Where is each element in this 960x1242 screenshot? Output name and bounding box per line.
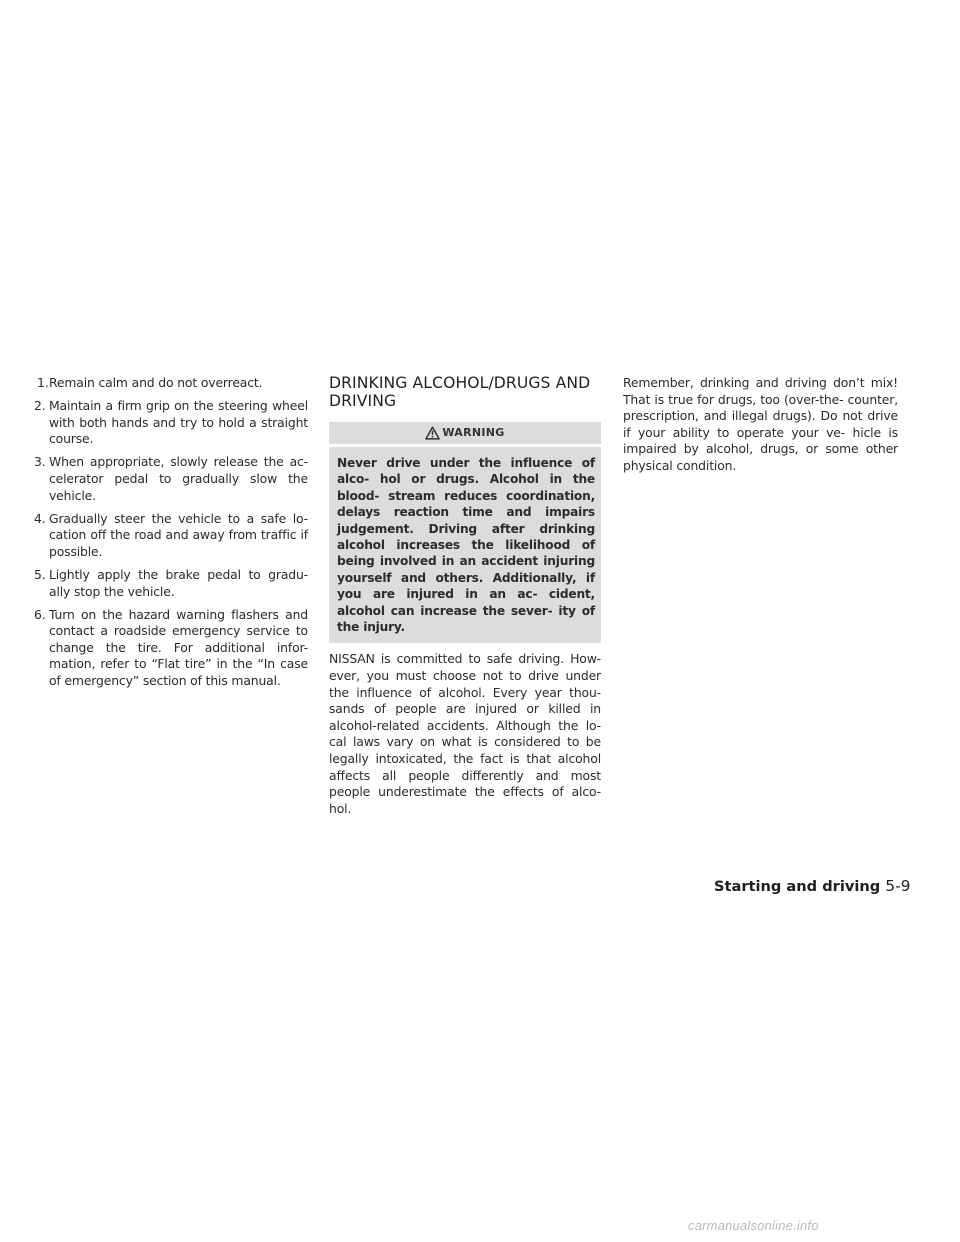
footer-section-name: Starting and driving (714, 878, 881, 895)
right-column (623, 375, 898, 475)
step-item (34, 567, 308, 600)
step-text: Lightly apply the brake pedal to gradu- ally stop the vehicle. (49, 566, 308, 599)
step-number: 3. (34, 454, 46, 470)
step-item (34, 375, 308, 392)
step-item (34, 607, 308, 690)
warning-text: Never drive under the influence of alco- hol or drugs. Alcohol in the blood- stream reduces coordination, delays reaction time and impairs judgement. Driving after drinking alcohol increases the likelihood of being involved in an accident injuring yourself and others. Additionally, if you are injured in an ac- cident, alcohol can increase the sever- ity of the injury. (337, 456, 595, 635)
page-footer (714, 877, 911, 895)
step-text: When appropriate, slowly release the ac- celerator pedal to gradually slow the vehicle. (49, 454, 308, 503)
middle-column (329, 375, 601, 817)
body-paragraph: Remember, drinking and driving don’t mix! That is true for drugs, too (over-the- counter, prescription, and illegal drugs). Do not drive if your ability to operate your ve- hicle is impaired by alcohol, drugs, or some other physical condition. (623, 375, 898, 473)
warning-triangle-icon (425, 426, 440, 440)
step-item (34, 398, 308, 448)
step-number: 6. (34, 606, 46, 622)
body-paragraph: NISSAN is committed to safe driving. How- ever, you must choose not to drive under the influence of alcohol. Every year thou- sands of people are injured or killed in alcohol-related accidents. Although the lo- cal laws vary on what is considered to be legally intoxicated, the fact is that alcohol affects all people differently and most people underestimate the effects of alco- hol. (329, 651, 601, 816)
procedure-steps (34, 375, 308, 690)
warning-header (329, 422, 601, 444)
step-item (34, 454, 308, 504)
page-number: 5-9 (885, 877, 911, 895)
step-number: 5. (34, 566, 46, 582)
step-number: 1. (37, 375, 49, 390)
watermark: carmanualsonline.info (688, 1218, 819, 1233)
step-number: 4. (34, 510, 46, 526)
step-number: 2. (34, 398, 46, 414)
step-item (34, 511, 308, 561)
step-text: Remain calm and do not overreact. (49, 375, 263, 390)
step-text: Turn on the hazard warning flashers and contact a roadside emergency service to change the tire. For additional infor- mation, refer to “Flat tire” in the “In case of emergency” section of this manual. (49, 606, 308, 688)
left-column (34, 375, 308, 696)
step-text: Gradually steer the vehicle to a safe lo- cation off the road and away from traffic if possible. (49, 510, 308, 559)
step-text: Maintain a firm grip on the steering wheel with both hands and try to hold a straight course. (49, 398, 308, 447)
warning-box (329, 422, 601, 643)
warning-label: WARNING (442, 425, 505, 439)
section-heading: DRINKING ALCOHOL/DRUGS AND DRIVING (329, 374, 591, 410)
